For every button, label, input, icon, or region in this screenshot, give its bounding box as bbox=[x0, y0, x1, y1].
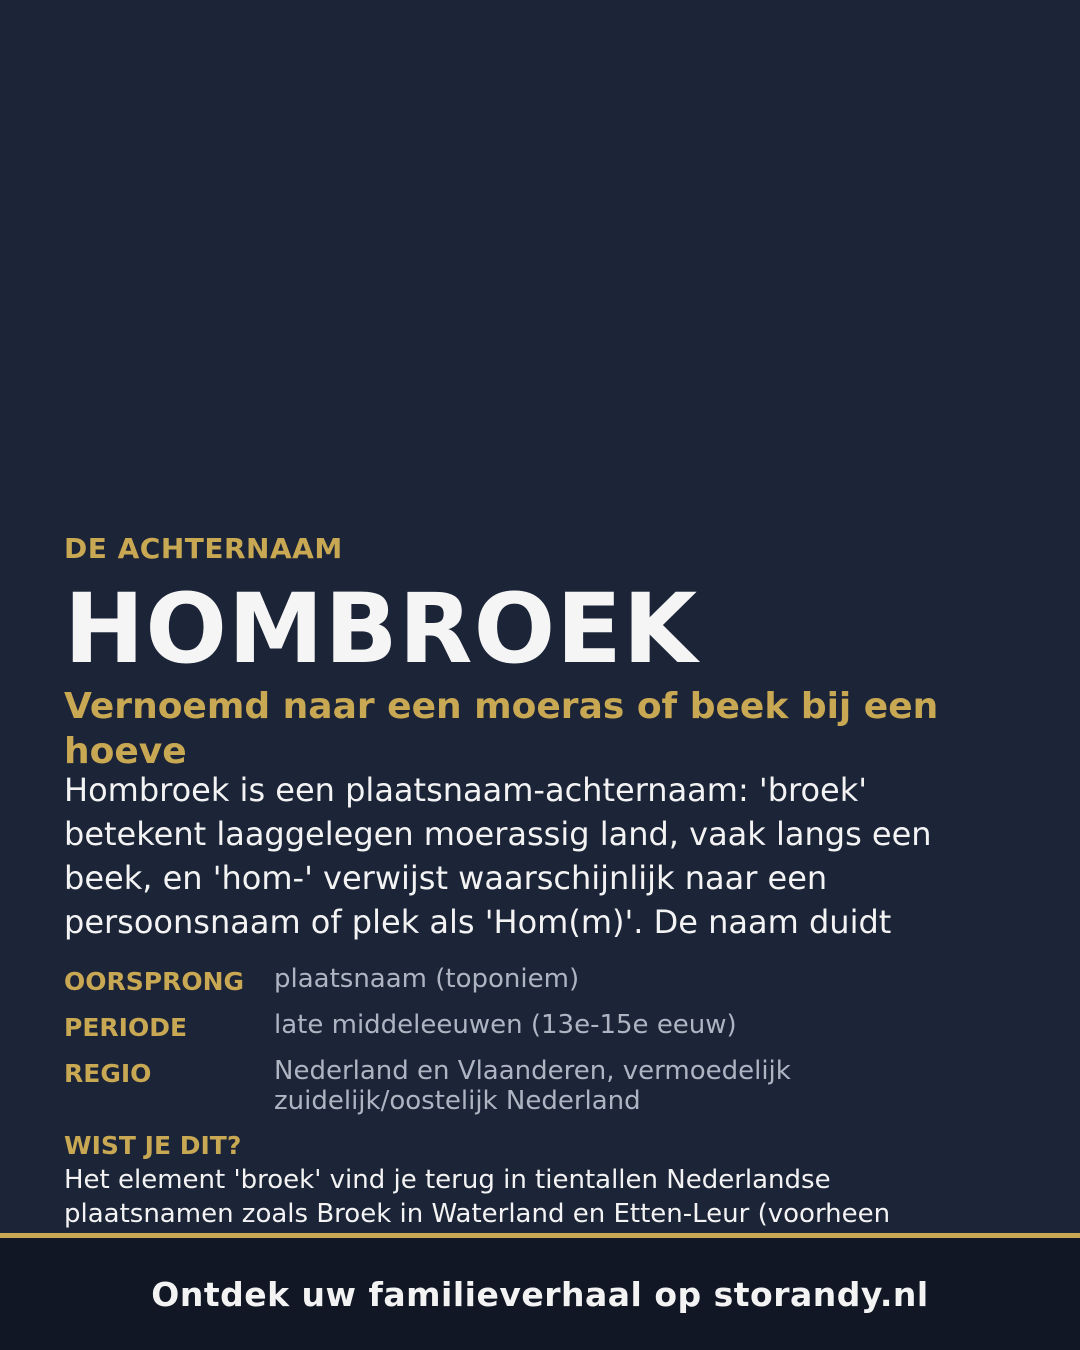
footer-cta-text: Ontdek uw familieverhaal op storandy.nl bbox=[151, 1274, 929, 1314]
fact-value: Nederland en Vlaanderen, vermoedelijk zuidelijk/oostelijk Nederland bbox=[274, 1056, 791, 1116]
fact-row-period bbox=[64, 1010, 1014, 1044]
fact-row-region bbox=[64, 1056, 1014, 1116]
fact-label: PERIODE bbox=[64, 1013, 188, 1042]
fact-row-origin bbox=[64, 964, 1014, 998]
fact-value: late middeleeuwen (13e-15e eeuw) bbox=[274, 1010, 737, 1040]
eyebrow-label: DE ACHTERNAAM bbox=[64, 532, 343, 565]
fact-value: plaatsnaam (toponiem) bbox=[274, 964, 580, 994]
facts-list bbox=[64, 964, 1014, 1128]
did-you-know-label: WIST JE DIT? bbox=[64, 1131, 242, 1160]
fact-label: OORSPRONG bbox=[64, 967, 245, 996]
surname-title: HOMBROEK bbox=[64, 573, 699, 685]
did-you-know-text: Het element 'broek' vind je terug in tientallen Nederlandse plaatsnamen zoals Broek in Waterland en Etten-Leur (voorheen bbox=[64, 1165, 891, 1229]
fact-label: REGIO bbox=[64, 1059, 152, 1088]
footer-banner bbox=[0, 1233, 1080, 1350]
surname-tagline: Vernoemd naar een moeras of beek bij een hoeve bbox=[64, 686, 939, 772]
surname-description: Hombroek is een plaatsnaam-achternaam: 'broek' betekent laaggelegen moerassig land, vaak langs een beek, en 'hom-' verwijst waarschijnlijk naar een persoonsnaam of plek als 'Hom(m)'. De naam duidt bbox=[64, 771, 932, 941]
